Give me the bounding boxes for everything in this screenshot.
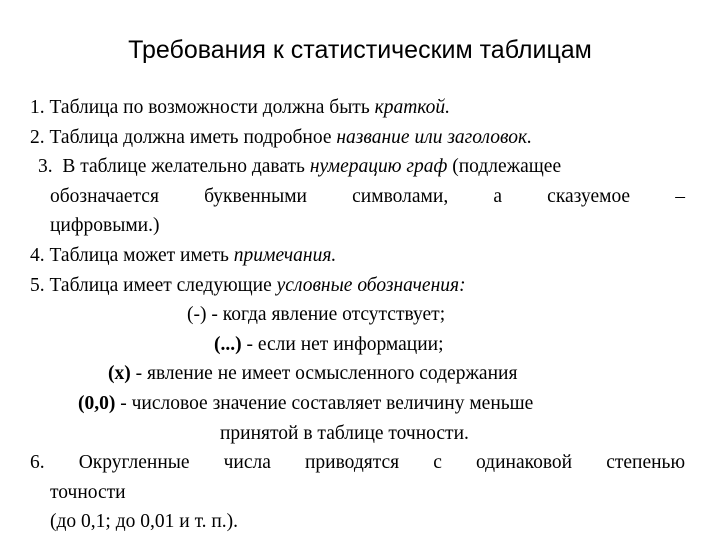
list-item-6 xyxy=(30,448,685,478)
list-item-3-line-2 xyxy=(30,182,685,212)
symbol-no-info xyxy=(30,330,685,360)
slide-title: Требования к статистическим таблицам xyxy=(128,36,592,64)
word: сказуемое xyxy=(547,185,631,207)
word: Округленные xyxy=(78,452,190,474)
word: степенью xyxy=(606,452,686,474)
symbol-description: - явление не имеет осмысленного содержания xyxy=(130,363,518,385)
word: а xyxy=(493,185,503,207)
symbol-meaningless xyxy=(30,359,685,389)
item-number: 2. xyxy=(30,126,45,148)
item-text: Таблица имеет следующие xyxy=(44,274,277,296)
symbol-description: - если нет информации; xyxy=(241,333,444,355)
symbol-less-than-precision xyxy=(30,389,685,419)
word: буквенными xyxy=(204,185,307,207)
list-item-3 xyxy=(30,152,685,182)
word: одинаковой xyxy=(475,452,573,474)
item-emphasis: краткой. xyxy=(374,97,451,118)
symbol: (x) xyxy=(108,363,131,385)
item-emphasis: примечания. xyxy=(233,244,337,266)
list-item-1 xyxy=(30,93,685,123)
item-number: 5. xyxy=(30,274,45,296)
word: – xyxy=(675,185,685,207)
symbol: (-) xyxy=(187,304,207,326)
item-text: Таблица должна иметь подробное xyxy=(44,126,337,148)
word: приводятся xyxy=(304,452,400,474)
symbol: (...) xyxy=(214,333,242,355)
list-item-4 xyxy=(30,241,685,271)
symbol: (0,0) xyxy=(78,392,116,414)
symbol-less-than-precision-cont: принятой в таблице точности. xyxy=(220,422,469,444)
item-emphasis: нумерацию граф xyxy=(309,156,448,178)
item-number: 4. xyxy=(30,244,45,266)
list-item-2 xyxy=(30,123,685,153)
list-item-6-line-2: точности xyxy=(50,481,126,503)
item-number: 6. xyxy=(30,452,45,474)
item-emphasis: название или заголовок. xyxy=(336,126,532,148)
item-text-tail: (подлежащее xyxy=(447,156,562,178)
item-number: 3. xyxy=(38,156,53,178)
slide-body xyxy=(30,93,685,537)
symbol-description: - числовое значение составляет величину меньше xyxy=(115,392,534,414)
list-item-5 xyxy=(30,271,685,301)
item-emphasis: условные обозначения: xyxy=(276,274,466,296)
list-item-6-line-3: (до 0,1; до 0,01 и т. п.). xyxy=(50,511,239,533)
word: числа xyxy=(223,452,271,474)
word: обозначается xyxy=(50,185,159,207)
symbol-absent xyxy=(30,300,685,330)
word: с xyxy=(433,452,442,474)
item-text: Таблица может иметь xyxy=(44,244,234,266)
word: символами, xyxy=(352,185,449,207)
item-text: В таблице желательно давать xyxy=(52,156,310,178)
item-number: 1. xyxy=(30,97,45,118)
item-text: Таблица по возможности должна быть xyxy=(44,97,375,118)
symbol-description: - когда явление отсутствует; xyxy=(206,304,446,326)
list-item-3-line-3: цифровыми.) xyxy=(50,215,160,237)
